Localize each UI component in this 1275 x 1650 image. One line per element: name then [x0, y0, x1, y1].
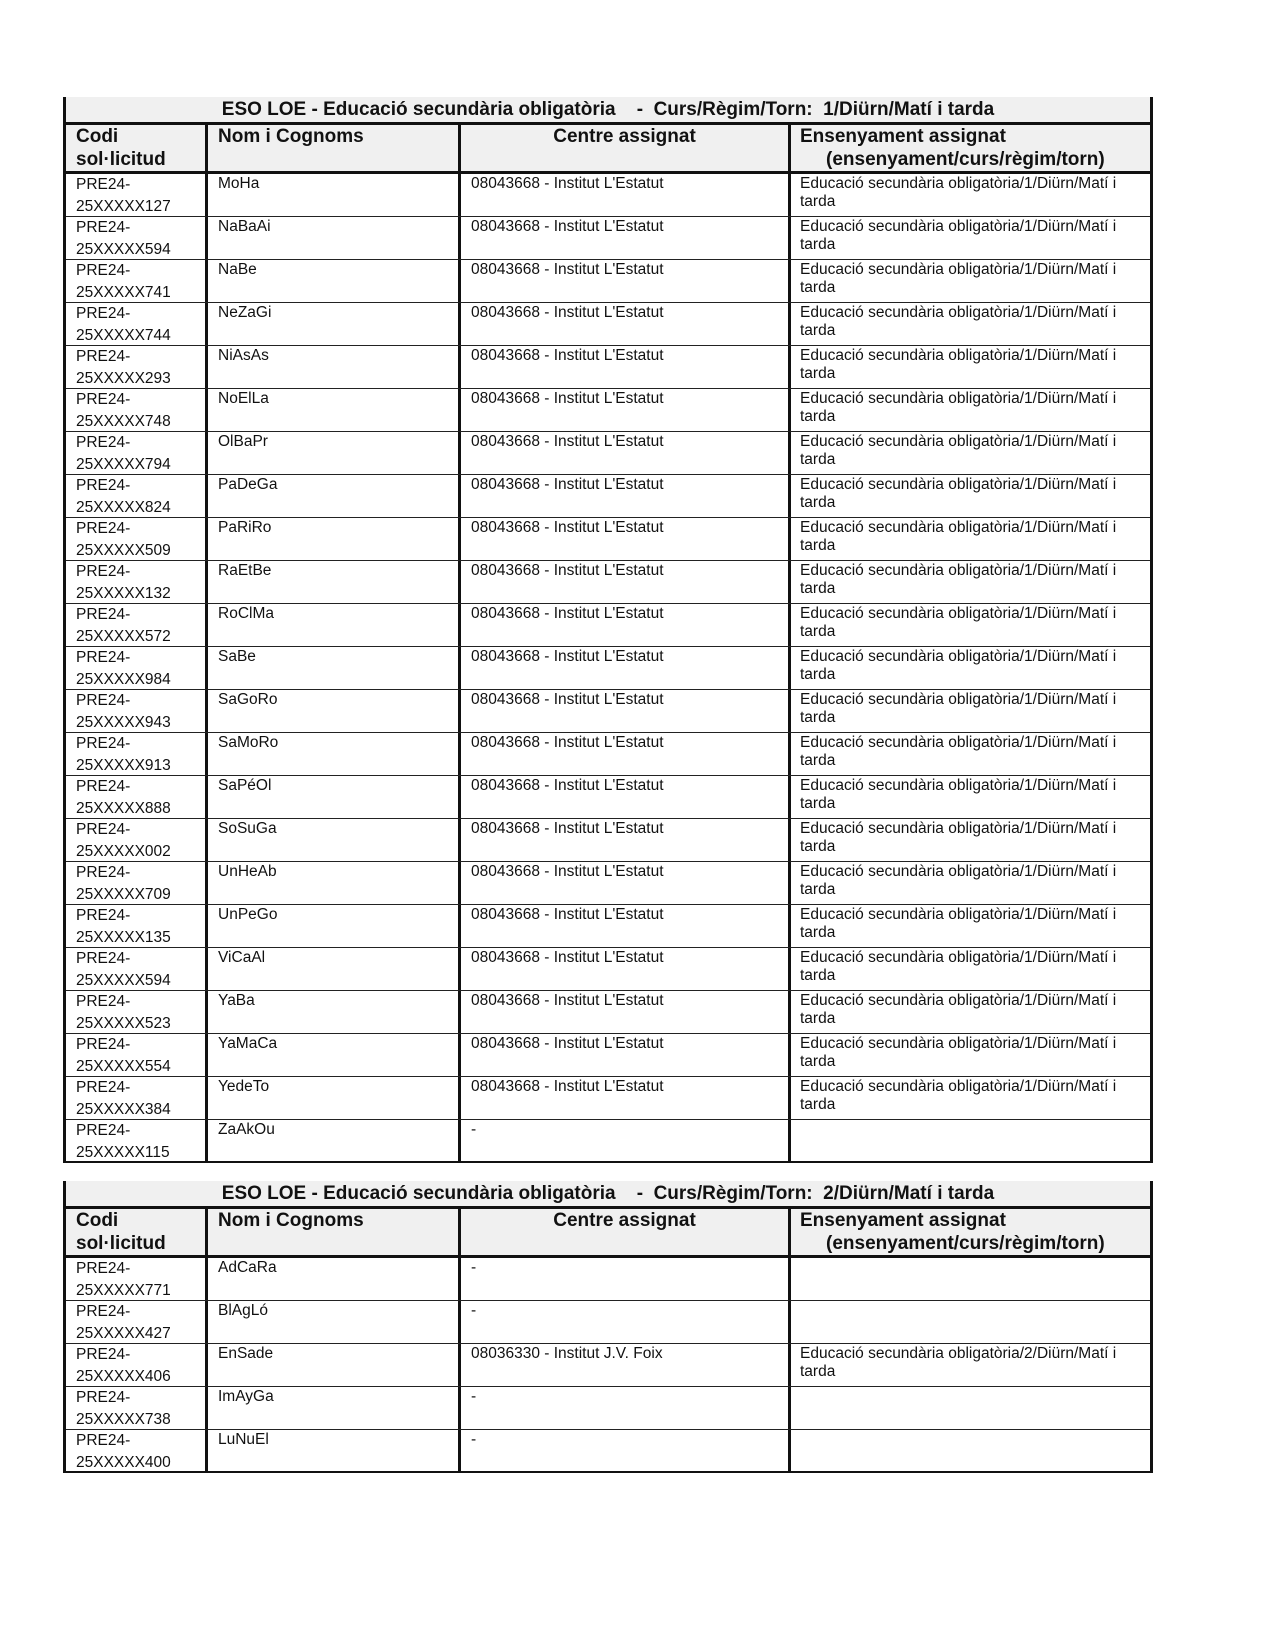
ensenyament-cell: Educació secundària obligatòria/1/Diürn/Matí i tarda [788, 819, 1150, 861]
name-cell: BlAgLó [205, 1301, 458, 1343]
centre-cell: 08043668 - Institut L'Estatut [458, 776, 788, 818]
ensenyament-cell: Educació secundària obligatòria/1/Diürn/Matí i tarda [788, 948, 1150, 990]
name-cell: RoClMa [205, 604, 458, 646]
header-code [66, 1209, 205, 1255]
code-cell [66, 475, 205, 517]
ensenyament-cell: Educació secundària obligatòria/1/Diürn/Matí i tarda [788, 604, 1150, 646]
ensenyament-cell: Educació secundària obligatòria/1/Diürn/Matí i tarda [788, 690, 1150, 732]
table-row [66, 819, 1150, 862]
header-code-line1: Codi [76, 126, 119, 147]
table-row [66, 905, 1150, 948]
code-cell [66, 303, 205, 345]
code-text: PRE24- 25XXXXX293 [76, 348, 171, 387]
centre-cell: 08043668 - Institut L'Estatut [458, 561, 788, 603]
table-row [66, 561, 1150, 604]
centre-cell: 08043668 - Institut L'Estatut [458, 1077, 788, 1119]
ensenyament-cell [788, 1258, 1150, 1300]
header-row [66, 125, 1150, 174]
code-cell [66, 1077, 205, 1119]
table-row [66, 1301, 1150, 1344]
table-row [66, 991, 1150, 1034]
code-cell [66, 1258, 205, 1300]
centre-cell: 08043668 - Institut L'Estatut [458, 819, 788, 861]
table-row [66, 690, 1150, 733]
code-text: PRE24- 25XXXXX709 [76, 864, 171, 903]
table-row [66, 174, 1150, 217]
code-text: PRE24- 25XXXXX888 [76, 778, 171, 817]
header-centre: Centre assignat [458, 125, 788, 171]
table-row [66, 1077, 1150, 1120]
table-row [66, 260, 1150, 303]
ensenyament-cell [788, 1120, 1150, 1161]
code-text: PRE24- 25XXXXX738 [76, 1389, 171, 1428]
name-cell: YaMaCa [205, 1034, 458, 1076]
name-cell: ViCaAl [205, 948, 458, 990]
code-cell [66, 948, 205, 990]
code-cell [66, 1430, 205, 1471]
name-cell: SaBe [205, 647, 458, 689]
table-row [66, 1120, 1150, 1163]
code-text: PRE24- 25XXXXX594 [76, 219, 171, 258]
table-row [66, 1034, 1150, 1077]
centre-cell: 08043668 - Institut L'Estatut [458, 389, 788, 431]
code-text: PRE24- 25XXXXX594 [76, 950, 171, 989]
code-cell [66, 776, 205, 818]
code-cell [66, 1387, 205, 1429]
code-text: PRE24- 25XXXXX406 [76, 1346, 171, 1385]
ensenyament-cell: Educació secundària obligatòria/1/Diürn/Matí i tarda [788, 217, 1150, 259]
code-text: PRE24- 25XXXXX400 [76, 1432, 171, 1471]
code-text: PRE24- 25XXXXX741 [76, 262, 171, 301]
centre-cell: 08043668 - Institut L'Estatut [458, 905, 788, 947]
table-row [66, 647, 1150, 690]
ensenyament-cell: Educació secundària obligatòria/1/Diürn/Matí i tarda [788, 389, 1150, 431]
centre-cell: - [458, 1387, 788, 1429]
ensenyament-cell: Educació secundària obligatòria/1/Diürn/Matí i tarda [788, 303, 1150, 345]
ensenyament-cell: Educació secundària obligatòria/1/Diürn/Matí i tarda [788, 647, 1150, 689]
centre-cell: 08043668 - Institut L'Estatut [458, 690, 788, 732]
table-row [66, 776, 1150, 819]
centre-cell: 08043668 - Institut L'Estatut [458, 346, 788, 388]
ensenyament-cell: Educació secundària obligatòria/1/Diürn/Matí i tarda [788, 1077, 1150, 1119]
code-cell [66, 217, 205, 259]
ensenyament-cell: Educació secundària obligatòria/1/Diürn/Matí i tarda [788, 518, 1150, 560]
code-text: PRE24- 25XXXXX744 [76, 305, 171, 344]
table-curs-1 [63, 97, 1153, 1163]
centre-cell: 08043668 - Institut L'Estatut [458, 432, 788, 474]
name-cell: SaPéOl [205, 776, 458, 818]
code-text: PRE24- 25XXXXX523 [76, 993, 171, 1032]
header-ens-line2: (ensenyament/curs/règim/torn) [826, 1233, 1105, 1254]
table-title: ESO LOE - Educació secundària obligatòria - Curs/Règim/Torn: 1/Diürn/Matí i tarda [66, 97, 1150, 125]
centre-cell: - [458, 1258, 788, 1300]
centre-cell: 08043668 - Institut L'Estatut [458, 862, 788, 904]
centre-cell: 08043668 - Institut L'Estatut [458, 174, 788, 216]
code-cell [66, 1120, 205, 1161]
code-text: PRE24- 25XXXXX509 [76, 520, 171, 559]
code-text: PRE24- 25XXXXX771 [76, 1260, 171, 1299]
ensenyament-cell: Educació secundària obligatòria/1/Diürn/Matí i tarda [788, 733, 1150, 775]
name-cell: ZaAkOu [205, 1120, 458, 1161]
code-cell [66, 561, 205, 603]
code-text: PRE24- 25XXXXX127 [76, 176, 171, 215]
name-cell: LuNuEl [205, 1430, 458, 1471]
code-cell [66, 1301, 205, 1343]
code-cell [66, 432, 205, 474]
header-ens-line1: Ensenyament assignat [800, 126, 1006, 147]
ensenyament-cell [788, 1430, 1150, 1471]
centre-cell: 08043668 - Institut L'Estatut [458, 303, 788, 345]
header-name: Nom i Cognoms [205, 125, 458, 171]
centre-cell: 08043668 - Institut L'Estatut [458, 604, 788, 646]
header-code-line1: Codi [76, 1210, 119, 1231]
centre-cell: 08036330 - Institut J.V. Foix [458, 1344, 788, 1386]
name-cell: UnHeAb [205, 862, 458, 904]
ensenyament-cell: Educació secundària obligatòria/1/Diürn/Matí i tarda [788, 174, 1150, 216]
code-text: PRE24- 25XXXXX794 [76, 434, 171, 473]
ensenyament-cell: Educació secundària obligatòria/1/Diürn/Matí i tarda [788, 776, 1150, 818]
code-text: PRE24- 25XXXXX984 [76, 649, 171, 688]
name-cell: NiAsAs [205, 346, 458, 388]
code-cell [66, 1034, 205, 1076]
ensenyament-cell [788, 1301, 1150, 1343]
header-ensenyament [788, 125, 1150, 171]
centre-cell: 08043668 - Institut L'Estatut [458, 948, 788, 990]
header-name: Nom i Cognoms [205, 1209, 458, 1255]
name-cell: SaMoRo [205, 733, 458, 775]
centre-cell: 08043668 - Institut L'Estatut [458, 518, 788, 560]
table-row [66, 303, 1150, 346]
code-cell [66, 1344, 205, 1386]
header-code [66, 125, 205, 171]
centre-cell: - [458, 1430, 788, 1471]
code-cell [66, 518, 205, 560]
code-cell [66, 862, 205, 904]
centre-cell: - [458, 1301, 788, 1343]
code-cell [66, 389, 205, 431]
table-row [66, 518, 1150, 561]
table-row [66, 432, 1150, 475]
table-row [66, 217, 1150, 260]
code-text: PRE24- 25XXXXX384 [76, 1079, 171, 1118]
table-row [66, 475, 1150, 518]
name-cell: SoSuGa [205, 819, 458, 861]
code-cell [66, 690, 205, 732]
table-curs-2 [63, 1181, 1153, 1473]
name-cell: YaBa [205, 991, 458, 1033]
name-cell: NoElLa [205, 389, 458, 431]
ensenyament-cell: Educació secundària obligatòria/1/Diürn/Matí i tarda [788, 905, 1150, 947]
header-ensenyament [788, 1209, 1150, 1255]
ensenyament-cell: Educació secundària obligatòria/1/Diürn/Matí i tarda [788, 862, 1150, 904]
table-title: ESO LOE - Educació secundària obligatòria - Curs/Règim/Torn: 2/Diürn/Matí i tarda [66, 1181, 1150, 1209]
ensenyament-cell: Educació secundària obligatòria/1/Diürn/Matí i tarda [788, 1034, 1150, 1076]
code-cell [66, 174, 205, 216]
centre-cell: 08043668 - Institut L'Estatut [458, 217, 788, 259]
code-text: PRE24- 25XXXXX427 [76, 1303, 171, 1342]
code-cell [66, 991, 205, 1033]
table-row [66, 1430, 1150, 1473]
code-cell [66, 647, 205, 689]
code-text: PRE24- 25XXXXX824 [76, 477, 171, 516]
table-row [66, 948, 1150, 991]
header-row [66, 1209, 1150, 1258]
table-row [66, 1344, 1150, 1387]
name-cell: AdCaRa [205, 1258, 458, 1300]
code-text: PRE24- 25XXXXX572 [76, 606, 171, 645]
header-code-line2: sol·licitud [76, 1233, 166, 1254]
header-ens-line2: (ensenyament/curs/règim/torn) [826, 149, 1105, 170]
table-row [66, 346, 1150, 389]
header-centre: Centre assignat [458, 1209, 788, 1255]
table-row [66, 1258, 1150, 1301]
code-text: PRE24- 25XXXXX913 [76, 735, 171, 774]
ensenyament-cell: Educació secundària obligatòria/1/Diürn/Matí i tarda [788, 260, 1150, 302]
header-code-line2: sol·licitud [76, 149, 166, 170]
centre-cell: 08043668 - Institut L'Estatut [458, 647, 788, 689]
table-row [66, 604, 1150, 647]
table-row [66, 1387, 1150, 1430]
code-cell [66, 260, 205, 302]
table-row [66, 389, 1150, 432]
ensenyament-cell [788, 1387, 1150, 1429]
name-cell: UnPeGo [205, 905, 458, 947]
name-cell: OlBaPr [205, 432, 458, 474]
name-cell: PaRiRo [205, 518, 458, 560]
code-cell [66, 604, 205, 646]
code-text: PRE24- 25XXXXX943 [76, 692, 171, 731]
ensenyament-cell: Educació secundària obligatòria/1/Diürn/Matí i tarda [788, 561, 1150, 603]
ensenyament-cell: Educació secundària obligatòria/1/Diürn/Matí i tarda [788, 346, 1150, 388]
header-ens-line1: Ensenyament assignat [800, 1210, 1006, 1231]
ensenyament-cell: Educació secundària obligatòria/1/Diürn/Matí i tarda [788, 991, 1150, 1033]
code-text: PRE24- 25XXXXX748 [76, 391, 171, 430]
centre-cell: 08043668 - Institut L'Estatut [458, 733, 788, 775]
name-cell: RaEtBe [205, 561, 458, 603]
centre-cell: 08043668 - Institut L'Estatut [458, 260, 788, 302]
code-text: PRE24- 25XXXXX135 [76, 907, 171, 946]
centre-cell: 08043668 - Institut L'Estatut [458, 991, 788, 1033]
code-cell [66, 733, 205, 775]
name-cell: NaBaAi [205, 217, 458, 259]
name-cell: NaBe [205, 260, 458, 302]
name-cell: NeZaGi [205, 303, 458, 345]
code-cell [66, 346, 205, 388]
name-cell: PaDeGa [205, 475, 458, 517]
table-row [66, 733, 1150, 776]
centre-cell: 08043668 - Institut L'Estatut [458, 1034, 788, 1076]
code-text: PRE24- 25XXXXX132 [76, 563, 171, 602]
ensenyament-cell: Educació secundària obligatòria/2/Diürn/Matí i tarda [788, 1344, 1150, 1386]
table-row [66, 862, 1150, 905]
code-cell [66, 819, 205, 861]
code-text: PRE24- 25XXXXX002 [76, 821, 171, 860]
name-cell: EnSade [205, 1344, 458, 1386]
code-text: PRE24- 25XXXXX554 [76, 1036, 171, 1075]
ensenyament-cell: Educació secundària obligatòria/1/Diürn/Matí i tarda [788, 475, 1150, 517]
ensenyament-cell: Educació secundària obligatòria/1/Diürn/Matí i tarda [788, 432, 1150, 474]
code-text: PRE24- 25XXXXX115 [76, 1122, 170, 1161]
name-cell: MoHa [205, 174, 458, 216]
centre-cell: 08043668 - Institut L'Estatut [458, 475, 788, 517]
centre-cell: - [458, 1120, 788, 1161]
code-cell [66, 905, 205, 947]
name-cell: YedeTo [205, 1077, 458, 1119]
name-cell: ImAyGa [205, 1387, 458, 1429]
name-cell: SaGoRo [205, 690, 458, 732]
